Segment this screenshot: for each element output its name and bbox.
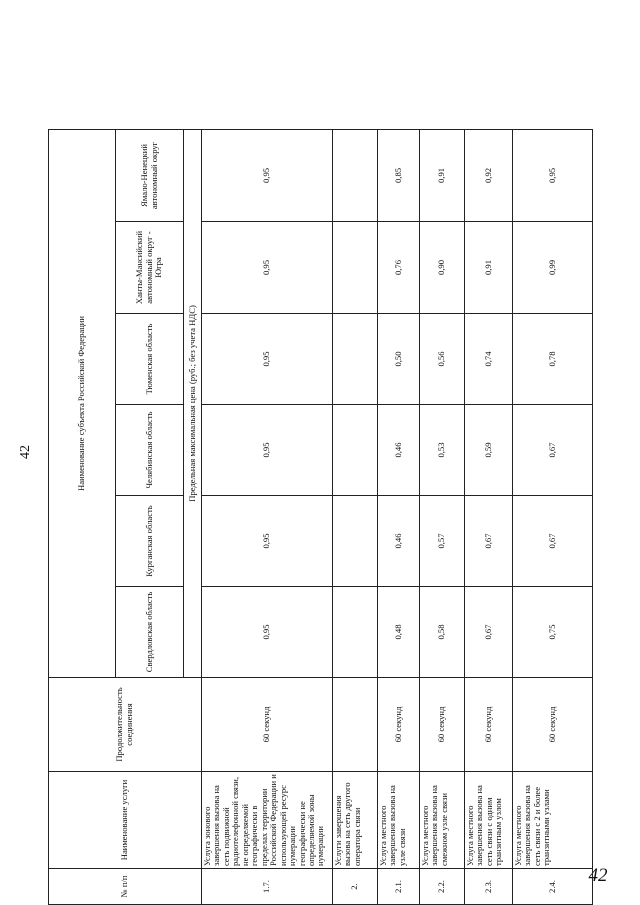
row-value <box>333 496 378 587</box>
table-row <box>202 129 333 904</box>
row-value: 0,53 <box>420 405 465 496</box>
header-price-caption: Предельная максимальная цена (руб.; без учета НДС) <box>184 129 202 677</box>
row-service: Услуга местного завершения вызова на сеть связи с 2 и более транзитными узлами <box>513 772 593 869</box>
row-value: 0,75 <box>513 587 593 678</box>
row-value: 0,58 <box>420 587 465 678</box>
row-value: 0,57 <box>420 496 465 587</box>
row-value: 0,48 <box>378 587 420 678</box>
row-value: 0,95 <box>202 222 333 314</box>
row-value: 0,76 <box>378 222 420 314</box>
row-value: 0,90 <box>420 222 465 314</box>
row-service: Услуга местного завершения вызова на смежном узле связи <box>420 772 465 869</box>
row-duration: 60 секунд <box>420 678 465 772</box>
row-value: 0,95 <box>202 129 333 221</box>
row-value: 0,95 <box>202 587 333 678</box>
table-row <box>465 129 513 904</box>
table-row <box>420 129 465 904</box>
header-duration: Продолжительность соединения <box>49 678 202 772</box>
page-number: 42 <box>18 445 33 459</box>
row-value: 0,95 <box>202 496 333 587</box>
row-value: 0,74 <box>465 314 513 405</box>
row-service: Услуга зонового завершения вызова на сеть подвижной радиотелефонной связи, не определяемой географически в пределах территории Российской Федерации и использующей ресурс нумерации географически не определяемой зоны нумерации <box>202 772 333 869</box>
row-value: 0,95 <box>202 405 333 496</box>
header-region-chelyabinsk: Челябинская область <box>116 405 184 496</box>
row-value: 0,91 <box>420 129 465 221</box>
row-value: 0,92 <box>465 129 513 221</box>
row-value: 0,67 <box>465 496 513 587</box>
row-value <box>333 587 378 678</box>
row-value <box>333 314 378 405</box>
row-value: 0,56 <box>420 314 465 405</box>
table-row <box>378 129 420 904</box>
row-duration: 60 секунд <box>513 678 593 772</box>
header-region-group: Наименование субъекта Российской Федерации <box>49 129 116 677</box>
header-region-kurgan: Курганская область <box>116 496 184 587</box>
table-row <box>333 129 378 904</box>
row-value: 0,78 <box>513 314 593 405</box>
row-duration: 60 секунд <box>202 678 333 772</box>
row-value: 0,46 <box>378 496 420 587</box>
row-value <box>333 222 378 314</box>
header-region-khmao: Ханты-Мансийский автономный округ - Югра <box>116 222 184 314</box>
row-duration: 60 секунд <box>378 678 420 772</box>
row-value: 0,91 <box>465 222 513 314</box>
row-value <box>333 405 378 496</box>
row-num: 2.2. <box>420 869 465 905</box>
row-num: 2.1. <box>378 869 420 905</box>
header-num: № п/п <box>49 869 202 905</box>
header-region-sverdlovsk: Свердловская область <box>116 587 184 678</box>
row-value: 0,67 <box>513 405 593 496</box>
row-value: 0,46 <box>378 405 420 496</box>
row-value: 0,95 <box>513 129 593 221</box>
row-service: Услуга местного завершения вызова на узле связи <box>378 772 420 869</box>
row-num: 2.4. <box>513 869 593 905</box>
row-num: 1.7. <box>202 869 333 905</box>
row-value: 0,85 <box>378 129 420 221</box>
row-service: Услуги завершения вызова на сеть другого оператора связи <box>333 772 378 869</box>
row-value: 0,99 <box>513 222 593 314</box>
row-value: 0,59 <box>465 405 513 496</box>
row-duration <box>333 678 378 772</box>
rotated-table-wrapper <box>48 130 592 905</box>
table-row <box>513 129 593 904</box>
row-num: 2.3. <box>465 869 513 905</box>
tariff-table <box>48 129 593 905</box>
header-region-yanao: Ямало-Ненецкий автономный округ <box>116 129 184 221</box>
row-value: 0,67 <box>465 587 513 678</box>
row-num: 2. <box>333 869 378 905</box>
row-value: 0,67 <box>513 496 593 587</box>
header-service: Наименование услуги <box>49 772 202 869</box>
header-row-group <box>49 129 116 904</box>
row-service: Услуга местного завершения вызова на сеть связи с одним транзитным узлом <box>465 772 513 869</box>
header-region-tyumen: Тюменская область <box>116 314 184 405</box>
row-value: 0,95 <box>202 314 333 405</box>
row-duration: 60 секунд <box>465 678 513 772</box>
handwritten-page-number: 42 <box>588 865 608 886</box>
row-value <box>333 129 378 221</box>
row-value: 0,50 <box>378 314 420 405</box>
